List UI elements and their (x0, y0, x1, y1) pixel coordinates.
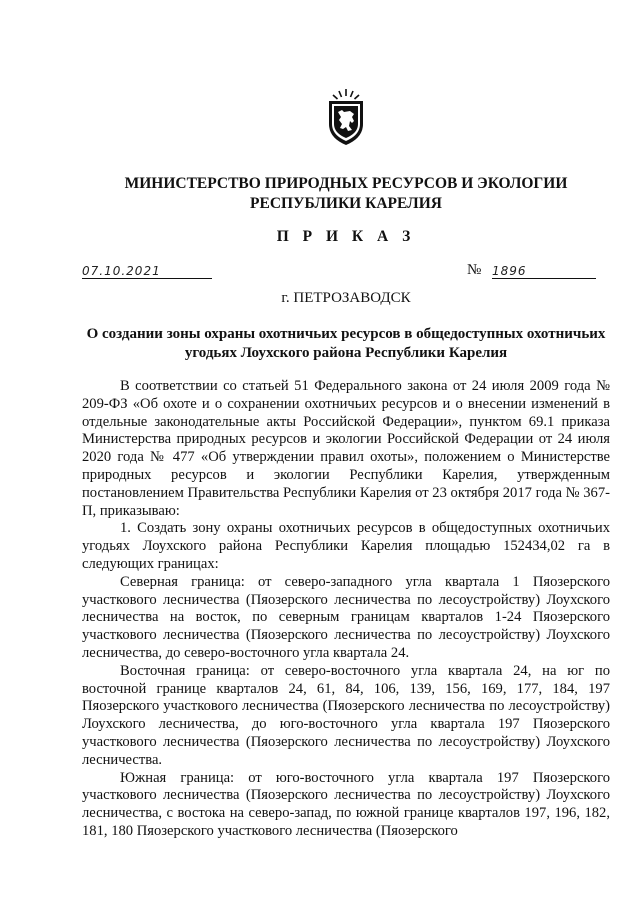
date-field (82, 262, 212, 279)
order-title: П Р И К А З (276, 228, 416, 245)
order-subject-line1: О создании зоны охраны охотничьих ресурсов в общедоступных охотничьих (86, 326, 606, 342)
handwritten-number: 1896 (492, 264, 527, 278)
handwritten-date: 07.10.2021 (82, 264, 161, 278)
city-name: г. ПЕТРОЗАВОДСК (281, 290, 411, 306)
ministry-name-line2: РЕСПУБЛИКИ КАРЕЛИЯ (250, 195, 442, 212)
paragraph-item-1: 1. Создать зону охраны охотничьих ресурсов в общедоступных охотничьих угодьях Лоухского района Республики Карелия площадью 152434,02 га в следующих границах: (82, 520, 610, 572)
paragraph-south-border: Южная граница: от юго-восточного угла квартала 197 Пяозерского участкового лесничества (Пяозерского лесничества по лесоустройству) Лоухского лесничества, с востока на северо-запад, по южной границе кварталов 197, 196, 182, 181, 180 Пяозерского участкового лесничества (Пяозерского (82, 769, 610, 839)
order-subject-line2: угодьях Лоухского района Республики Карелия (184, 345, 508, 361)
ministry-name-line1: МИНИСТЕРСТВО ПРИРОДНЫХ РЕСУРСОВ И ЭКОЛОГИИ (124, 175, 568, 192)
paragraph-north-border: Северная граница: от северо-западного угла квартала 1 Пяозерского участкового лесничества (Пяозерского лесничества по лесоустройству) Лоухского лесничества на восток, по северным границам кварталов 1-24 Пяозерского участкового лесничества (Пяозерского лесничества по лесоустройству) Лоухского лесничества, до северо-восточного угла квартала 24. (82, 573, 610, 661)
order-subject (82, 325, 610, 363)
coat-of-arms-emblem (325, 88, 367, 146)
order-body (82, 378, 610, 841)
number-label: № (467, 262, 482, 278)
paragraph-preamble: В соответствии со статьей 51 Федерального закона от 24 июля 2009 года № 209-ФЗ «Об охоте и о сохранении охотничьих ресурсов и о внесении изменений в отдельные законодательные акты Российской Федерации», пунктом 69.1 приказа Министерства природных ресурсов и экологии Российской Федерации от 24 июля 2020 года № 477 «Об утверждении правил охоты», положением о Министерстве природных ресурсов и экологии Республики Карелия, утвержденным постановлением Правительства Республики Карелия от 23 октября 2017 года № 367-П, приказываю: (82, 378, 610, 519)
number-field (492, 262, 596, 279)
paragraph-east-border: Восточная граница: от северо-восточного угла квартала 24, на юг по восточной границе кварталов 24, 61, 84, 106, 139, 156, 169, 177, 184, 197 Пяозерского участкового лесничества (Пяозерского лесничества по лесоустройству) Лоухского лесничества, до юго-восточного угла квартала 197 Пяозерского участкового лесничества (Пяозерского лесничества по лесоустройству) Лоухского лесничества. (82, 662, 610, 768)
ministry-name (60, 174, 632, 214)
